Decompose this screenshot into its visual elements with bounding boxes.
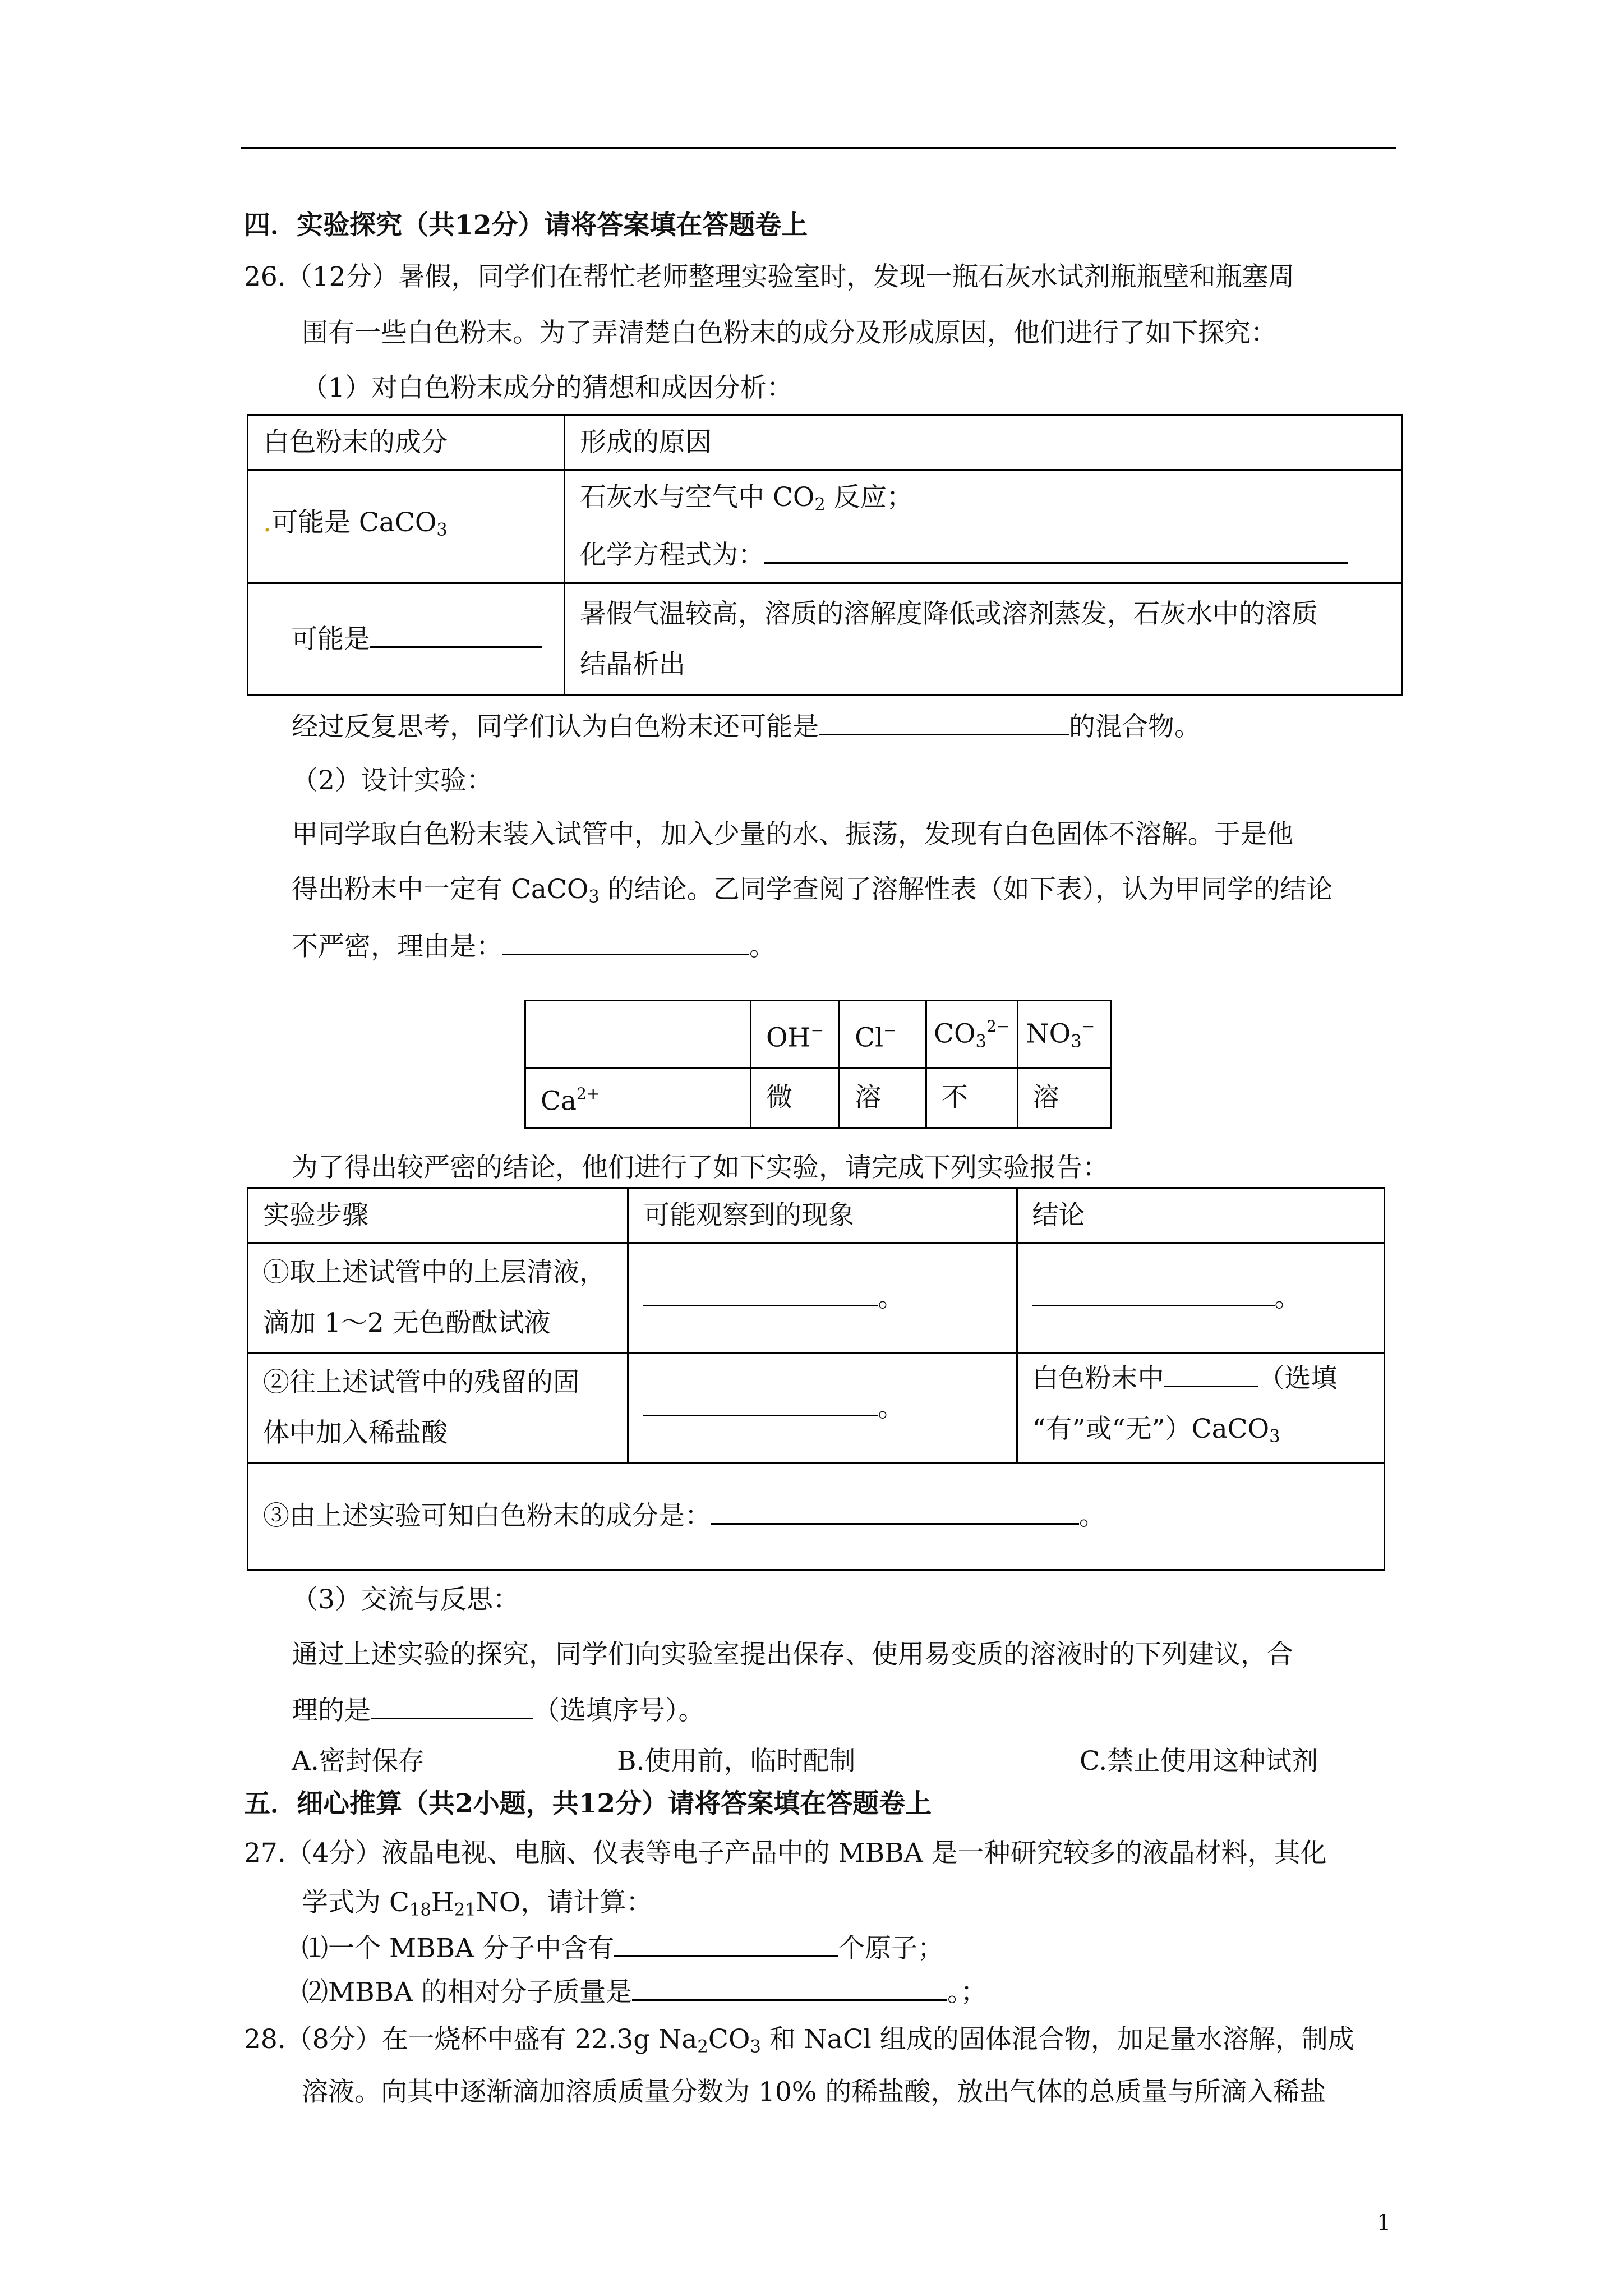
report-header-steps: 实验步骤 [248, 1188, 628, 1243]
report-header-phenomena: 可能观察到的现象 [628, 1188, 1017, 1243]
q26-line2: 围有一些白色粉末。为了弄清楚白色粉末的成分及形成原因，他们进行了如下探究： [302, 318, 1277, 348]
option-b: B.使用前，临时配制 [617, 1746, 856, 1777]
option-a: A.密封保存 [292, 1746, 425, 1777]
phenomenon2-blank[interactable] [643, 1389, 878, 1416]
sol-ca-co3: 不 [926, 1068, 1018, 1128]
report-conclusion2: 白色粉末中 （选填 “有”或“无”）CaCO$_3$ [1017, 1353, 1384, 1464]
table1-r1c2: 石灰水与空气中 $CO_2$ 反应； 化学方程式为： [564, 470, 1402, 583]
reason-blank[interactable] [502, 928, 749, 955]
q27-sub2: ⑵MBBA 的相对分子质量是 。； [302, 1973, 987, 2009]
part3-title: （3）交流与反思： [292, 1584, 519, 1615]
table1-r2c2: 暑假气温较高，溶质的溶解度降低或溶剂蒸发，石灰水中的溶质 结晶析出 [564, 583, 1402, 696]
molar-mass-blank[interactable] [632, 1973, 947, 2001]
p3-line2: 理的是 （选填序号）。 [292, 1692, 705, 1728]
sol-ca-cl: 溶 [840, 1068, 926, 1128]
mixture-sentence: 经过反复思考，同学们认为白色粉末还可能是 的混合物。 [292, 708, 1201, 744]
sol-corner [525, 1001, 751, 1068]
table1-r2c1: 可能是 [248, 583, 565, 696]
table1-r1c1: .可能是 CaCO$_3$ [248, 470, 565, 583]
solubility-table [524, 1000, 1112, 1129]
p2-line2: 得出粉末中一定有 CaCO$_3$ 的结论。乙同学查阅了溶解性表（如下表），认为甲同学的结论 [292, 874, 1333, 907]
part1-title: （1）对白色粉末成分的猜想和成因分析： [302, 372, 793, 403]
sol-ca-oh: 微 [750, 1068, 839, 1128]
table1-header-cause: 形成的原因 [564, 415, 1402, 470]
sol-cl: Cl− [840, 1001, 926, 1068]
report-step1: ①取上述试管中的上层清液， 滴加 1～2 无色酚酞试液 [248, 1243, 628, 1353]
header-rule [241, 147, 1396, 149]
experiment-report-table [247, 1187, 1385, 1571]
sol-ca-no3: 溶 [1017, 1068, 1111, 1128]
table1-header-component: 白色粉末的成分 [248, 415, 565, 470]
option-c: C.禁止使用这种试剂 [1080, 1746, 1318, 1777]
q27-sub1: ⑴一个 MBBA 分子中含有 个原子； [302, 1930, 944, 1966]
sol-ca: $Ca^{2+}$ [525, 1068, 751, 1128]
final-component-blank[interactable] [711, 1497, 1079, 1525]
p2-line1: 甲同学取白色粉末装入试管中，加入少量的水、振荡，发现有白色固体不溶解。于是他 [292, 819, 1293, 850]
q26-line1: 26.（12分）暑假，同学们在帮忙老师整理实验室时，发现一瓶石灰水试剂瓶瓶壁和瓶塞周 [244, 261, 1295, 292]
report-header-conclusion: 结论 [1017, 1188, 1384, 1243]
report-phenomenon2: 。 [628, 1353, 1017, 1464]
report-phenomenon1: 。 [628, 1243, 1017, 1353]
p3-line1: 通过上述实验的探究，同学们向实验室提出保存、使用易变质的溶液时的下列建议，合 [292, 1639, 1293, 1670]
q28-line1: 28.（8分）在一烧杯中盛有 22.3g $Na_2CO_3$ 和 NaCl 组成的固体混合物，加足量水溶解，制成 [244, 2024, 1354, 2057]
part2-title: （2）设计实验： [292, 765, 493, 796]
cause-analysis-table [247, 414, 1403, 696]
p2-line3: 不严密，理由是： 。 [292, 928, 776, 964]
sol-no3: $NO_3^-$ [1017, 1001, 1111, 1068]
report-step2: ②往上述试管中的残留的固 体中加入稀盐酸 [248, 1353, 628, 1464]
report-step3: ③由上述实验可知白色粉末的成分是： 。 [248, 1463, 1385, 1570]
equation-blank[interactable] [764, 536, 1348, 564]
q27-line2: 学式为 $C_{18}H_{21}NO$，请计算： [302, 1887, 653, 1920]
conclusion1-blank[interactable] [1032, 1279, 1275, 1306]
atom-count-blank[interactable] [614, 1930, 838, 1957]
has-caco3-blank[interactable] [1164, 1360, 1258, 1387]
page-number: 1 [1377, 2210, 1391, 2236]
sol-co3: $CO_3^{2-}$ [926, 1001, 1018, 1068]
component-blank[interactable] [370, 620, 542, 648]
q27-line1: 27.（4分）液晶电视、电脑、仪表等电子产品中的 MBBA 是一种研究较多的液晶材料，其化 [244, 1838, 1327, 1869]
report-conclusion1: 。 [1017, 1243, 1384, 1353]
q28-line2: 溶液。向其中逐渐滴加溶质质量分数为 10% 的稀盐酸，放出气体的总质量与所滴入稀盐 [302, 2077, 1326, 2108]
suggestion-blank[interactable] [371, 1692, 533, 1719]
phenomenon1-blank[interactable] [643, 1279, 878, 1306]
sol-oh: OH− [750, 1001, 839, 1068]
report-intro: 为了得出较严密的结论，他们进行了如下实验，请完成下列实验报告： [292, 1152, 1109, 1183]
mixture-blank[interactable] [819, 708, 1069, 735]
section4-heading: 四．实验探究（共12分）请将答案填在答题卷上 [244, 210, 808, 241]
section5-heading: 五．细心推算（共2小题，共12分）请将答案填在答题卷上 [244, 1788, 932, 1819]
